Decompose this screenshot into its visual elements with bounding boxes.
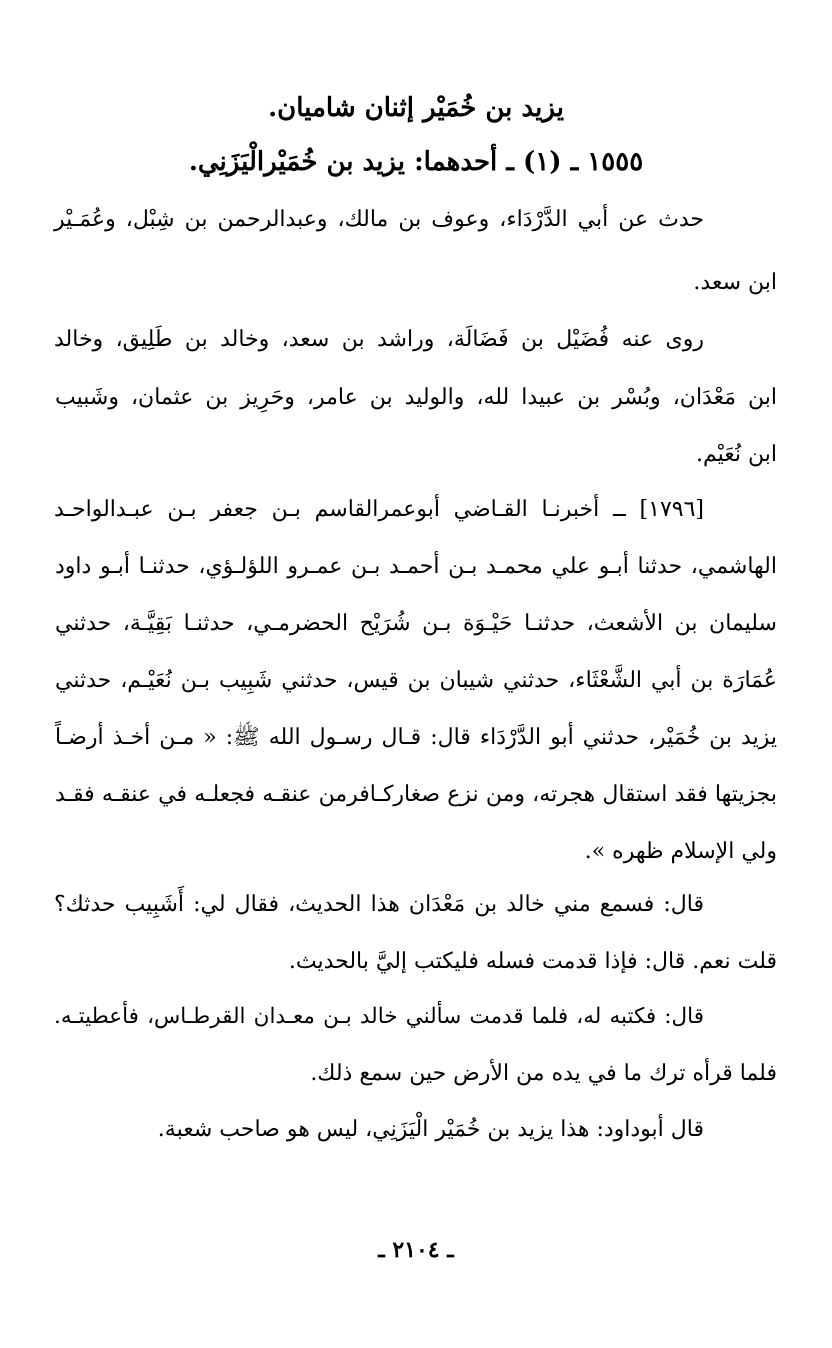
page-number: ـ ٢١٠٤ ـ — [378, 1237, 454, 1263]
section-title: يزيد بن خُمَيْر إثنان شاميان. — [268, 93, 564, 123]
text-line: يزيد بن خُمَيْر، حدثني أبو الدَّرْدَاء قال: قـال رسـول الله ﷺ: « مـن أخـذ أرضـاً — [55, 725, 777, 750]
text-line: فلما قرأه ترك ما في يده من الأرض حين سمع ذلك. — [310, 1061, 777, 1086]
text-line: ابن مَعْدَان، وبُسْر بن عبيدا لله، والوليد بن عامر، وحَرِيز بن عثمان، وشَبيب — [55, 385, 777, 410]
text-line: حدث عن أبي الدَّرْدَاء، وعوف بن مالك، وعبدالرحمن بن شِبْل، وعُمَـيْر — [54, 207, 704, 232]
text-line: قال أبوداود: هذا يزيد بن خُمَيْر الْيَزَنِي، ليس هو صاحب شعبة. — [157, 1117, 704, 1142]
text-line: [١٧٩٦] ــ أخبرنـا القـاضي أبوعمرالقاسم بـن جعفر بـن عبـدالواحـد — [54, 497, 704, 522]
text-line: ولي الإسلام ظهره ». — [584, 839, 777, 864]
text-line: ابن سعد. — [693, 270, 777, 295]
text-line: بجزيتها فقد استقال هجرته، ومن نزع صغاركـافرمن عنقـه فجعلـه في عنقـه فقـد — [55, 782, 777, 807]
text-line: سليمان بن الأشعث، حدثنـا حَيْـوَة بـن شُرَيْح الحضرمـي، حدثنـا بَقِيَّـة، حدثني — [55, 611, 777, 636]
text-line: عُمَارَة بن أبي الشَّعْثَاء، حدثني شيبان بن قيس، حدثني شَبِيب بـن نُعَيْـم، حدثني — [55, 668, 777, 693]
text-line: ابن نُعَيْم. — [696, 442, 777, 467]
entry-title: ١٥٥٥ ـ (١) ـ أحدهما: يزيد بن خُمَيْرالْيَزَنِي. — [188, 147, 644, 177]
text-line: قلت نعم. قال: فإذا قدمت فسله فليكتب إليَّ بالحديث. — [288, 949, 777, 974]
text-line: الهاشمي، حدثنا أبـو علي محمـد بـن أحمـد بـن عمـرو اللؤلـؤي، حدثنـا أبـو داود — [55, 554, 777, 579]
text-line: روى عنه فُضَيْل بن فَضَالَة، وراشد بن سعد، وخالد بن طَلِيق، وخالد — [54, 327, 704, 352]
text-line: قال: فكتبه له، فلما قدمت سألني خالد بـن معـدان القرطـاس، فأعطيتـه. — [54, 1004, 704, 1029]
text-line: قال: فسمع مني خالد بن مَعْدَان هذا الحديث، فقال لي: أَشَبِيب حدثك؟ — [54, 892, 704, 917]
